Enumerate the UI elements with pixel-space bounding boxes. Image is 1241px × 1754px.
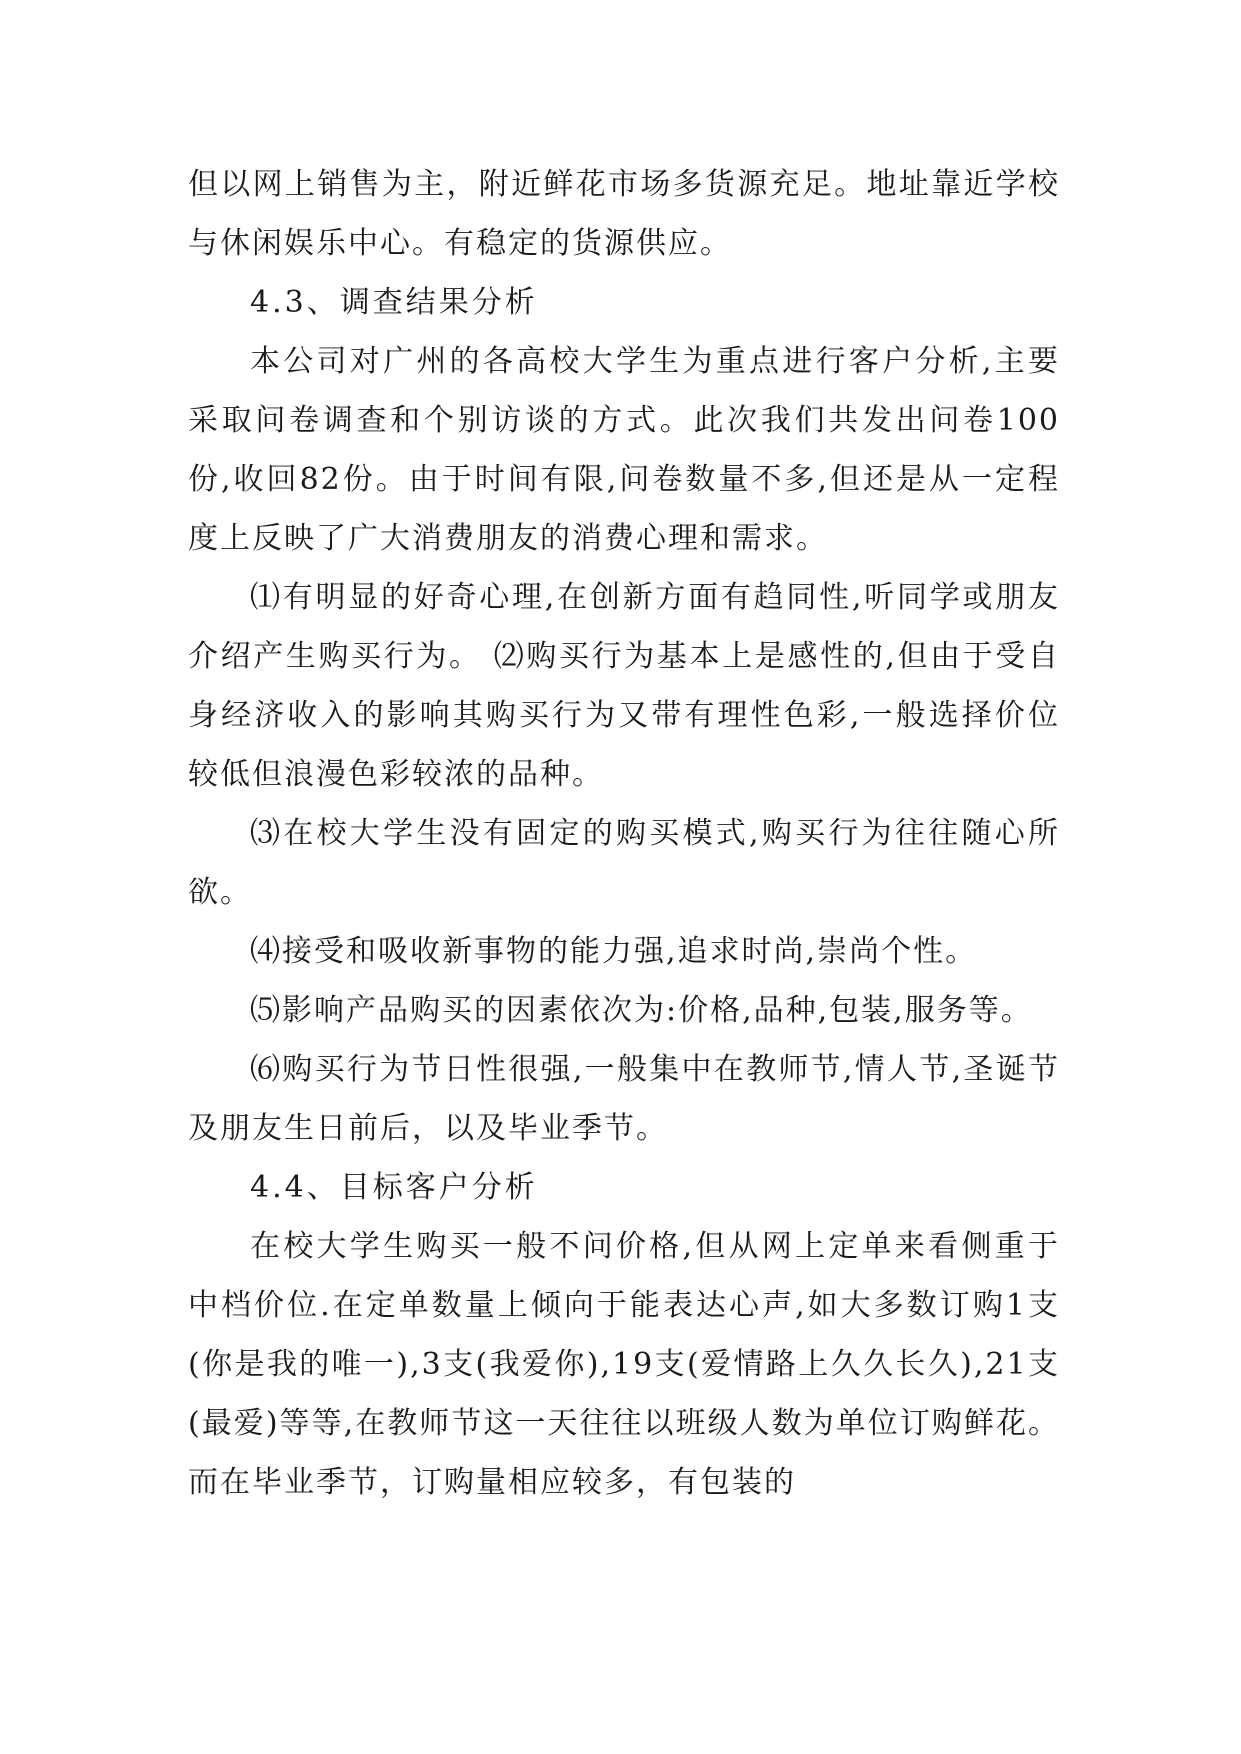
paragraph-target-customer-analysis: 在校大学生购买一般不问价格,但从网上定单来看侧重于中档价位.在定单数量上倾向于能表达心声,如大多数订购1支(你是我的唯一),3支(我爱你),19支(爱情路上久久长久),21支(最爱)等等,在教师节这一天往往以班级人数为单位订购鲜花。而在毕业季节，订购量相应较多，有包装的 [188, 1229, 1060, 1500]
heading-survey-results: 4.3、调查结果分析 [250, 285, 538, 320]
paragraph-finding-4: ⑷接受和吸收新事物的能力强,追求时尚,崇尚个性。 [250, 934, 978, 969]
paragraph-finding-1-2: ⑴有明显的好奇心理,在创新方面有趋同性,听同学或朋友介绍产生购买行为。 ⑵购买行为基本上是感性的,但由于受自身经济收入的影响其购买行为又带有理性色彩,一般选择价位较低但浪漫色彩较浓的品种。 [188, 580, 1060, 792]
heading-target-customers: 4.4、目标客户分析 [250, 1170, 538, 1205]
paragraph-finding-3: ⑶在校大学生没有固定的购买模式,购买行为往往随心所欲。 [188, 816, 1060, 910]
paragraph-finding-6: ⑹购买行为节日性很强,一般集中在教师节,情人节,圣诞节及朋友生日前后，以及毕业季节。 [188, 1052, 1060, 1146]
paragraph-finding-5: ⑸影响产品购买的因素依次为:价格,品种,包装,服务等。 [250, 993, 1033, 1028]
paragraph-supply-source: 但以网上销售为主，附近鲜花市场多货源充足。地址靠近学校与休闲娱乐中心。有稳定的货源供应。 [188, 167, 1060, 261]
document-body [188, 155, 1060, 1512]
paragraph-survey-method: 本公司对广州的各高校大学生为重点进行客户分析,主要采取问卷调查和个别访谈的方式。此次我们共发出问卷100份,收回82份。由于时间有限,问卷数量不多,但还是从一定程度上反映了广大消费朋友的消费心理和需求。 [188, 344, 1060, 556]
